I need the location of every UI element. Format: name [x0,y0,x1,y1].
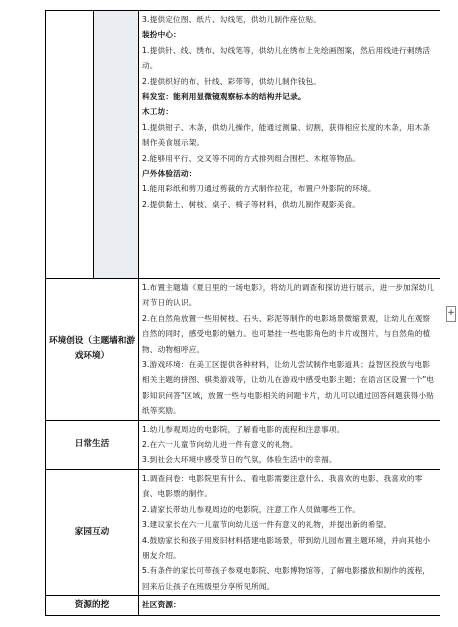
daily-life-content [139,420,441,469]
curriculum-table [45,10,440,616]
text-line: 4.鼓励家长和孩子用废旧材料搭建电影场景，带到幼儿园布置主题环境，并向其他小朋友介绍。 [142,535,431,560]
environment-content [139,279,441,421]
home-school-content [139,469,441,595]
text-line: 5.有条件的家长可带孩子参观电影院、电影博物馆等，了解电影播放和制作的流程，回来后让孩子在班级里分享所见所闻。 [142,566,431,591]
text-line: 2.在自然角放置一些用树枝、石头、彩泥等制作的电影场景微缩景观，让幼儿在观察自然的同时，感受电影的魅力。也可悬挂一些电影角色的卡片或图片，与自然角的植物、动物相呼应。 [142,313,431,354]
resources-label: 资源的挖 [46,596,139,616]
resources-row [46,596,441,616]
text-line: 2.提供织好的布、针线、彩带等，供幼儿制作钱包。 [142,76,322,86]
resources-heading: 社区资源： [142,600,181,610]
home-school-row [46,469,441,595]
corner-heading-outdoor: 户外体验活动： [142,169,197,179]
corner-heading-science: 科发室：能利用显微镜观察标本的结构并记录。 [142,92,306,102]
text-line: 1.能用彩纸和剪刀通过剪裁的方式制作拉花，布置户外影院的环境。 [142,184,376,194]
text-line: 3.提供定位图、纸片、勾线笔，供幼儿制作座位贴。 [142,15,322,24]
area-corners-outer-label [46,11,94,279]
text-line: 3.建议家长在六一儿童节向幼儿送一件有意义的礼物，并提出新的希望。 [142,520,392,530]
environment-label: 环境创设（主题墙和游戏环境） [46,279,139,421]
daily-life-label: 日常生活 [46,420,139,469]
text-line: 2.能够用平行、交叉等不同的方式排列组合围栏、木框等物品。 [142,153,361,163]
area-corners-sub-label [94,11,139,279]
text-line: 1.幼儿参观周边的电影院，了解看电影的流程和注意事项。 [142,424,345,434]
text-line: 1.提供钳子、木条，供幼儿操作，能通过测量、切割，获得相应长度的木条，用木条制作美食展示架。 [142,122,431,148]
corner-heading-dressup: 装扮中心： [142,30,181,40]
corner-heading-woodwork: 木工坊： [142,107,174,117]
text-line: 1.提供针、线、绣布、勾线笔等，供幼儿在绣布上先绘画图案，然后用线进行刺绣活动。 [142,45,431,71]
text-line: 2.请家长带幼儿参观周边的电影院，注意工作人员做哪些工作。 [142,504,361,514]
environment-row [46,279,441,421]
text-line: 3.到社会大环境中感受节日的气氛，体验生活中的幸福。 [142,455,337,465]
area-corners-content [139,11,441,279]
text-line: 3.游戏环境：在美工区提供各种材料，让幼儿尝试制作电影道具；益智区投放与电影相关主题的拼图、棋类游戏等，让幼儿在游戏中感受电影主题；在语言区设置一个"电影知识问答"区域，放置一些与电影相关的问题卡片，幼儿可以通过回答问题获得小贴纸等奖励。 [142,360,435,416]
area-corners-row [46,11,441,279]
daily-life-row [46,420,441,469]
document-page [45,10,440,622]
text-line: 2.提供黏土、树枝、桌子、椅子等材料，供幼儿制作观影美食。 [142,199,361,209]
home-school-label: 家园互动 [46,469,139,595]
text-line: 2.在六一儿童节向幼儿进一件有意义的礼物。 [142,440,298,450]
expand-marker-icon[interactable]: + [446,306,456,322]
text-line: 1.调查问卷：电影院里有什么、看电影需要注意什么、我喜欢的电影、我喜欢的零食、电影票的制作。 [142,473,423,499]
text-line: 1.布置主题墙《夏日里的一场电影》，将幼儿的调查和探访进行展示，进一步加深幼儿对节日的认识。 [142,283,435,308]
resources-content [139,596,441,616]
